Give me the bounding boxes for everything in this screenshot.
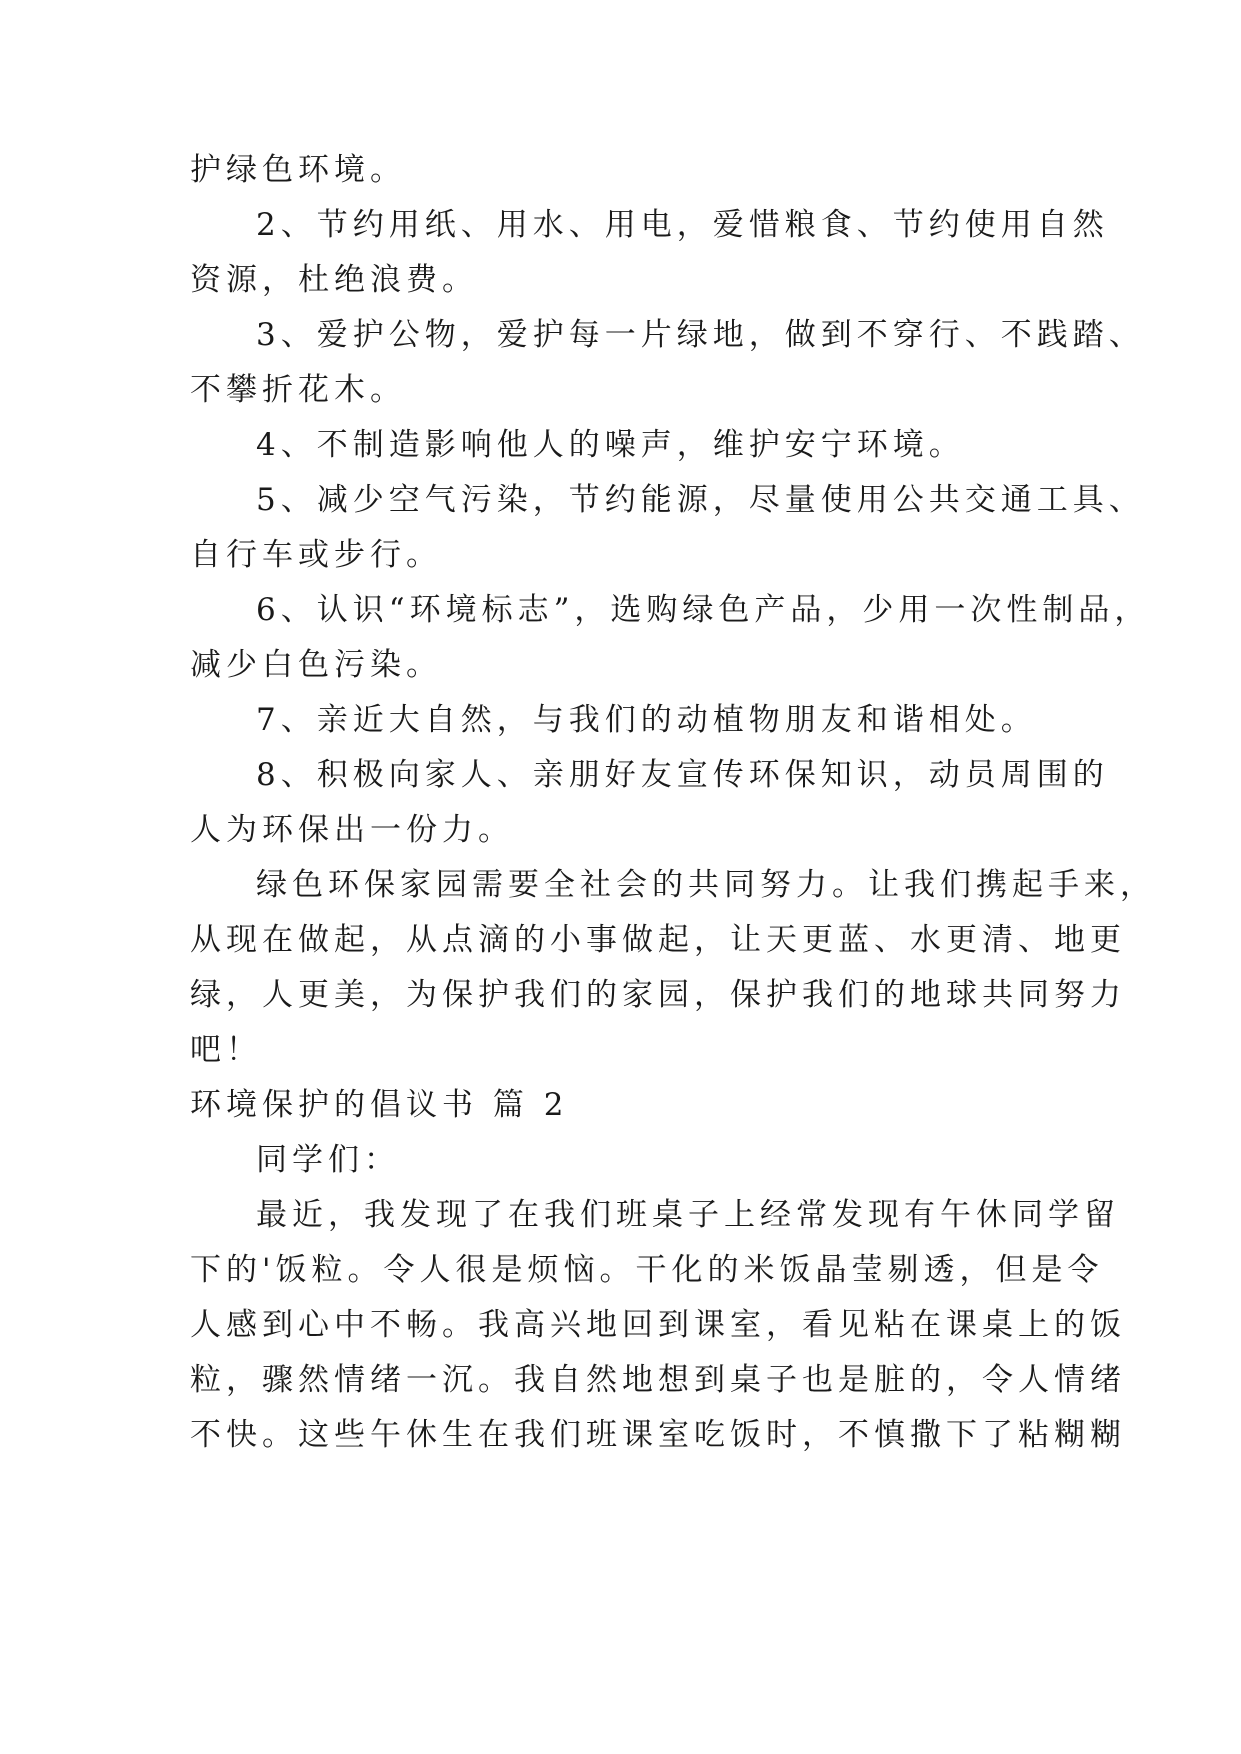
text-line: 人感到心中不畅。我高兴地回到课室，看见粘在课桌上的饭 [190, 1307, 1126, 1343]
paragraph-line: 最近，我发现了在我们班桌子上经常发现有午休同学留 [256, 1197, 1120, 1233]
text-line: 吧！ [190, 1032, 262, 1068]
section-heading: 环境保护的倡议书 篇 2 [190, 1087, 569, 1123]
text-line: 绿，人更美，为保护我们的家园，保护我们的地球共同努力 [190, 977, 1126, 1013]
list-item-3: 3、爱护公物，爱护每一片绿地，做到不穿行、不践踏、 [256, 317, 1145, 353]
text-line: 自行车或步行。 [190, 537, 442, 573]
list-item-6: 6、认识“环境标志”，选购绿色产品，少用一次性制品， [256, 592, 1151, 628]
text-line: 护绿色环境。 [190, 152, 406, 188]
list-item-8: 8、积极向家人、亲朋好友宣传环保知识，动员周围的 [256, 757, 1109, 793]
text-line: 资源，杜绝浪费。 [190, 262, 478, 298]
salutation: 同学们： [256, 1142, 400, 1178]
text-line: 减少白色污染。 [190, 647, 442, 683]
text-line: 不攀折花木。 [190, 372, 406, 408]
paragraph-line: 绿色环保家园需要全社会的共同努力。让我们携起手来， [256, 867, 1156, 903]
text-line: 人为环保出一份力。 [190, 812, 514, 848]
text-line: 粒，骤然情绪一沉。我自然地想到桌子也是脏的，令人情绪 [190, 1362, 1126, 1398]
text-line: 从现在做起，从点滴的小事做起，让天更蓝、水更清、地更 [190, 922, 1126, 958]
list-item-7: 7、亲近大自然，与我们的动植物朋友和谐相处。 [256, 702, 1037, 738]
list-item-5: 5、减少空气污染，节约能源，尽量使用公共交通工具、 [256, 482, 1145, 518]
list-item-2: 2、节约用纸、用水、用电，爱惜粮食、节约使用自然 [256, 207, 1109, 243]
text-line: 下的'饭粒。令人很是烦恼。干化的米饭晶莹剔透，但是令 [190, 1252, 1104, 1288]
list-item-4: 4、不制造影响他人的噪声，维护安宁环境。 [256, 427, 965, 463]
text-line: 不快。这些午休生在我们班课室吃饭时，不慎撒下了粘糊糊 [190, 1417, 1126, 1453]
